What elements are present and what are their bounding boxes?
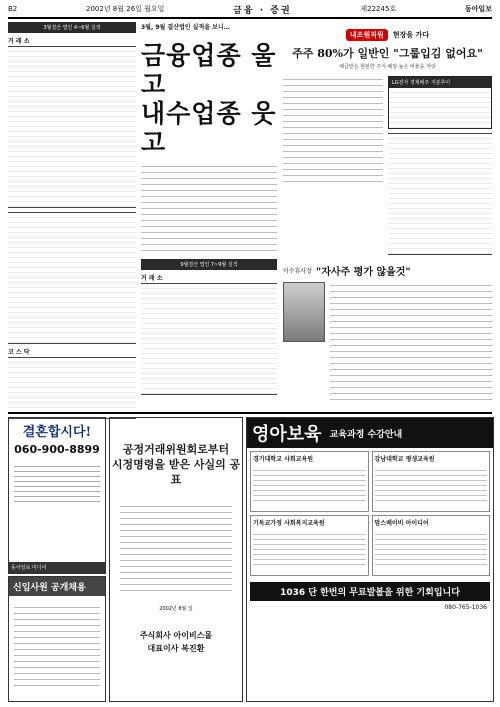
marriage-ad-phone: 060-900-8899 xyxy=(14,443,100,456)
earnings-table-september xyxy=(141,283,277,395)
feature-pill: 내조원직원 xyxy=(346,29,388,41)
notice-title-line-2: 시정명령을 받은 사실의 공표 xyxy=(111,458,241,486)
holdings-table xyxy=(389,88,491,128)
feature-headline: 주주 80%가 일반인 "그룹입김 없어요" xyxy=(292,47,483,60)
headline-line-1: 금융업종 울고 xyxy=(141,41,277,99)
left-column xyxy=(8,22,136,410)
institution-cell[interactable] xyxy=(250,451,369,512)
public-notice[interactable] xyxy=(109,417,243,702)
institution-grid xyxy=(247,448,493,579)
side-table xyxy=(388,133,492,255)
childcare-subtitle: 교육과정 수강안내 xyxy=(329,429,403,440)
recruit-ad-text xyxy=(14,602,100,690)
recruit-ad-title: 신입사원 공개채용 xyxy=(9,577,105,596)
childcare-ad-banner xyxy=(247,418,493,448)
stub-label: 3월결산 법인 4~6월 실적 xyxy=(8,22,136,33)
notice-company: 주식회사 아이비스몰 xyxy=(139,631,213,640)
feature-body xyxy=(283,76,383,186)
kicker: 3월, 9월 결산법인 실적을 보니… xyxy=(141,24,230,31)
childcare-bottom-banner: 1036 단 한번의 무료발볼을 위한 기회입니다 xyxy=(250,582,490,601)
institution-name: 맘스베이비 아이디어 xyxy=(374,520,429,527)
holdings-box-title: LG전자 경제배주 지분추이 xyxy=(389,77,491,88)
ad-section-rule xyxy=(8,412,492,414)
institution-cell[interactable] xyxy=(372,515,491,576)
main-headline xyxy=(141,41,277,157)
quote-body xyxy=(330,282,492,402)
earnings-table-kosdaq xyxy=(8,357,136,419)
marriage-ad-text xyxy=(14,462,100,502)
headline-line-2: 내수업종 웃고 xyxy=(141,99,277,157)
childcare-ad[interactable] xyxy=(246,417,494,702)
quote-headline: "자사주 평가 않을것" xyxy=(315,267,411,278)
institution-name: 경기대학교 사회교육원 xyxy=(253,456,314,463)
childcare-phone: 080-765-1036 xyxy=(444,604,487,611)
quote-prefix: 이수휴사장 xyxy=(283,268,312,275)
marriage-ad-title: 결혼합시다! xyxy=(22,425,92,440)
table2-title: 코 스 닥 xyxy=(8,349,30,356)
institution-cell[interactable] xyxy=(372,451,491,512)
section-title: 금융 · 증권 xyxy=(233,5,292,16)
notice-title xyxy=(110,442,242,487)
notice-date: 2002년 8월 일 xyxy=(159,606,193,612)
earnings-table-exchange xyxy=(8,46,136,208)
edition-number: 제22245호 xyxy=(360,5,397,13)
institution-name: 기독교가정 사회복지교육원 xyxy=(253,520,325,527)
holdings-box xyxy=(388,76,492,129)
middle-table-title: 거 래 소 xyxy=(141,275,163,282)
notice-body xyxy=(120,501,232,591)
earnings-table-exchange-2 xyxy=(8,212,136,344)
notice-ceo: 대표이사 복진환 xyxy=(147,644,205,653)
institution-cell[interactable] xyxy=(250,515,369,576)
page-header xyxy=(8,2,492,16)
portrait-photo xyxy=(283,282,325,342)
feature-pill-right: 현장을 가다 xyxy=(392,31,430,39)
institution-name: 강남대학교 평생교육원 xyxy=(374,456,435,463)
publish-date: 2002년 8월 26일 월요일 xyxy=(86,5,165,13)
article-body xyxy=(141,163,277,253)
marriage-ad[interactable] xyxy=(8,417,106,574)
header-rule xyxy=(8,17,492,19)
page-number: B2 xyxy=(8,5,18,13)
middle-column xyxy=(141,22,277,410)
table-header-bar: 9월결산 법인 7~9월 실적 xyxy=(141,259,277,270)
childcare-brand: 영아보육 xyxy=(252,424,322,445)
masthead-logo: 동아일보 xyxy=(464,5,492,13)
recruit-ad[interactable] xyxy=(8,576,106,702)
marriage-ad-footer: 동아일보 미디어 xyxy=(9,562,105,573)
notice-title-line-1: 공정거래위원회로부터 xyxy=(122,443,230,456)
feature-subhead: 배급받은 현판한 주식·배당 높은 비율을 자랑 xyxy=(339,64,436,70)
table1-title: 거 래 소 xyxy=(8,38,30,45)
right-column xyxy=(283,22,492,410)
